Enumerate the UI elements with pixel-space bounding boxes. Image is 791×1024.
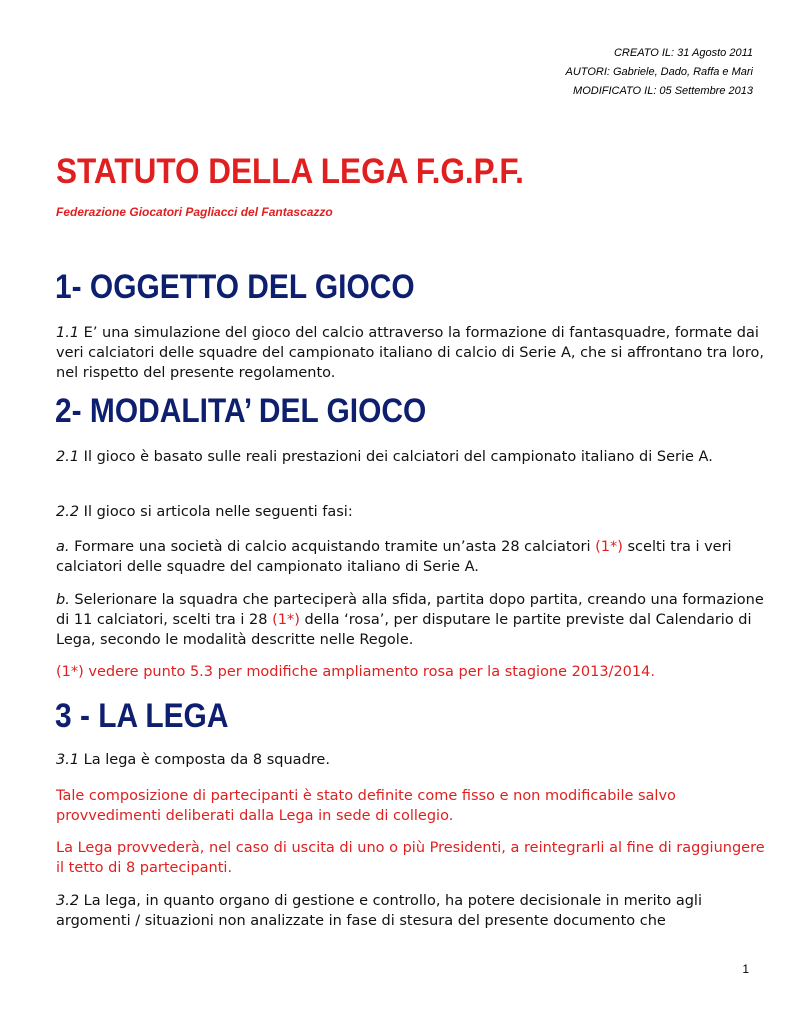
paragraph-text: scelti tra i veri calciatori delle squadre del campionato italiano di Serie A. xyxy=(56,539,732,575)
footnote-marker: (1*) xyxy=(595,539,623,555)
paragraph-number: a. xyxy=(56,539,70,555)
paragraph-2-2 xyxy=(56,502,776,522)
footnote-text: (1*) vedere punto 5.3 per modifiche ampliamento rosa per la stagione 2013/2014. xyxy=(56,664,655,680)
paragraph-number: 3.2 xyxy=(56,893,80,909)
paragraph-2-2-a xyxy=(56,537,776,577)
section-2-heading: 2- MODALITA’ DEL GIOCO xyxy=(55,392,427,430)
paragraph-3-1 xyxy=(56,750,776,770)
paragraph-text: La lega è composta da 8 squadre. xyxy=(79,752,330,768)
paragraph-text: Selerionare la squadra che parteciperà alla sfida, partita dopo partita, creando una formazione di 11 calciatori, scelti tra i 28 xyxy=(56,592,764,628)
paragraph-text: Il gioco è basato sulle reali prestazioni dei calciatori del campionato italiano di Serie A. xyxy=(79,449,713,465)
paragraph-3-1-note-1: Tale composizione di partecipanti è stato definite come fisso e non modificabile salvo provvedimenti deliberati dalla Lega in sede di collegio. xyxy=(56,788,676,824)
paragraph-number: 1.1 xyxy=(56,325,80,341)
paragraph-2-2-b xyxy=(56,590,776,650)
document-title: STATUTO DELLA LEGA F.G.P.F. xyxy=(56,152,524,191)
paragraph-text: E’ una simulazione del gioco del calcio attraverso la formazione di fantasquadre, formate dai veri calciatori delle squadre del campionato italiano di calcio di Serie A, che si affrontano tra loro, nel rispetto del presente regolamento. xyxy=(56,325,764,381)
document-metadata xyxy=(566,44,753,101)
paragraph-number: 2.2 xyxy=(56,504,80,520)
paragraph-3-1-note-2: La Lega provvederà, nel caso di uscita di uno o più Presidenti, a reintegrarli al fine di raggiungere il tetto di 8 partecipanti. xyxy=(56,840,765,876)
paragraph-text: La lega, in quanto organo di gestione e controllo, ha potere decisionale in merito agli argomenti / situazioni non analizzate in fase di stesura del presente documento che xyxy=(56,893,702,929)
section-1-heading: 1- OGGETTO DEL GIOCO xyxy=(55,268,415,306)
page-number: 1 xyxy=(742,962,749,976)
paragraph-number: 2.1 xyxy=(56,449,80,465)
created-date: CREATO IL: 31 Agosto 2011 xyxy=(613,47,753,59)
document-subtitle: Federazione Giocatori Pagliacci del Fantascazzo xyxy=(56,205,333,219)
paragraph-text: Il gioco si articola nelle seguenti fasi: xyxy=(79,504,353,520)
modified-date: MODIFICATO IL: 05 Settembre 2013 xyxy=(573,85,753,97)
paragraph-3-2 xyxy=(56,891,776,931)
paragraph-number: 3.1 xyxy=(56,752,80,768)
paragraph-text: della ‘rosa’, per disputare le partite previste dal Calendario di Lega, secondo le modalità descritte nelle Regole. xyxy=(56,612,752,648)
paragraph-1-1 xyxy=(56,323,776,383)
paragraph-2-1 xyxy=(56,447,776,467)
authors: AUTORI: Gabriele, Dado, Raffa e Mari xyxy=(565,66,753,78)
paragraph-number: b. xyxy=(56,592,70,608)
section-3-heading: 3 - LA LEGA xyxy=(55,697,229,735)
paragraph-text: Formare una società di calcio acquistando tramite un’asta 28 calciatori xyxy=(69,539,596,555)
footnote-marker: (1*) xyxy=(272,612,300,628)
